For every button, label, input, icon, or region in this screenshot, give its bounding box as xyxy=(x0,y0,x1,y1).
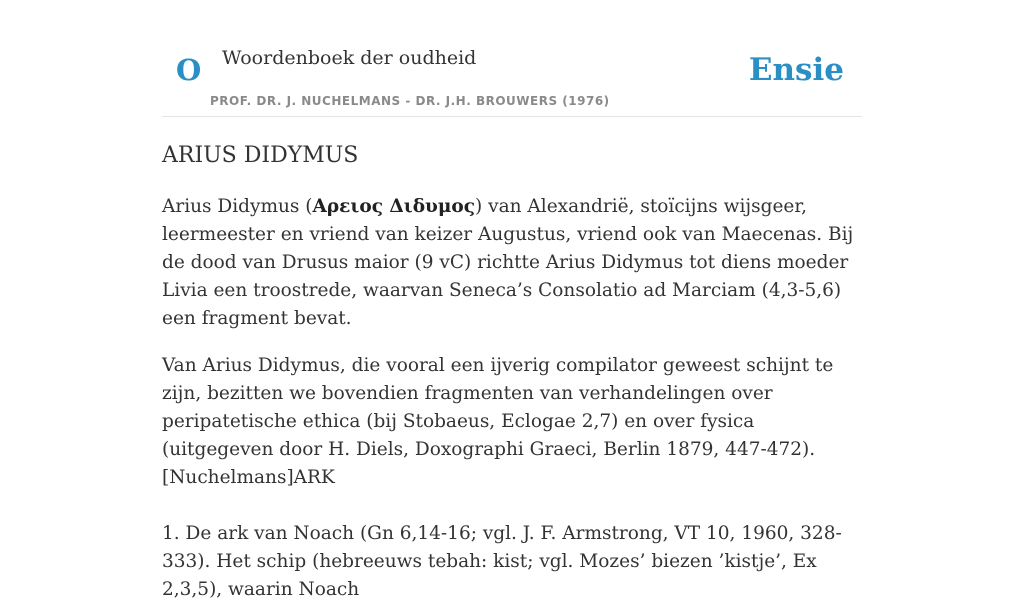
entry-paragraph-2: Van Arius Didymus, die vooral een ijverig compilator geweest schijnt te zijn, bezitten we bovendien fragmenten van verhandelingen over peripatetische ethica (bij Stobaeus, Eclogae 2,7) en over fysica (uitgegeven door H. Diels, Doxographi Graeci, Berlin 1879, 447-472). [Nuchelmans]ARK xyxy=(162,355,834,488)
index-letter[interactable]: O xyxy=(176,53,202,87)
ensie-logo[interactable]: Ensie xyxy=(748,52,844,88)
book-authors: PROF. DR. J. NUCHELMANS - DR. J.H. BROUWERS (1976) xyxy=(210,94,610,108)
paragraph-1-text-start: Arius Didymus ( xyxy=(162,196,313,217)
paragraph-1-text-end: ) van Alexandrië, stoïcijns wijsgeer, leermeester en vriend van keizer Augustus, vriend ook van Maecenas. Bij de dood van Drusus maior (9 vC) richtte Arius Didymus tot diens moeder Livia een troostrede, waarvan Seneca’s Consolatio ad Marciam (4,3-5,6) een fragment bevat. xyxy=(162,196,854,329)
entry-paragraph-3: 1. De ark van Noach (Gn 6,14-16; vgl. J. F. Armstrong, VT 10, 1960, 328-333). Het schip (hebreeuws tebah: kist; vgl. Mozes’ biezen ’kistje’, Ex 2,3,5), waarin Noach xyxy=(162,523,842,600)
greek-name: Αρειος Διδυμος xyxy=(312,196,476,217)
header xyxy=(162,0,862,117)
article-page xyxy=(162,0,862,604)
book-title[interactable]: Woordenboek der oudheid xyxy=(222,47,477,69)
entry-paragraph-1 xyxy=(162,193,862,333)
entry-title: ARIUS DIDYMUS xyxy=(162,143,359,168)
